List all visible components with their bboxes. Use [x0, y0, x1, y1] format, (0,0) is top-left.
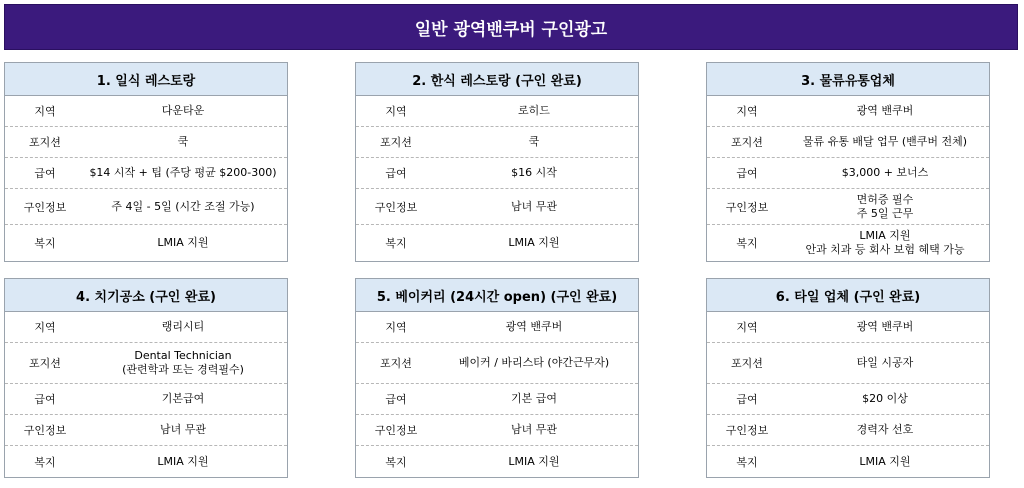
row-label: 급여	[34, 393, 56, 406]
job-info-row	[707, 127, 989, 158]
job-info-row	[356, 415, 638, 446]
job-info-row	[707, 96, 989, 127]
row-value: 랭리시티	[161, 320, 205, 333]
row-label: 포지션	[380, 357, 412, 370]
job-info-row	[707, 158, 989, 189]
row-label: 구인정보	[374, 200, 418, 214]
row-label: 복지	[736, 455, 758, 469]
row-label: 급여	[385, 167, 407, 180]
row-value: LMIA 지원	[508, 454, 560, 468]
row-label: 포지션	[29, 136, 61, 149]
page-title: 일반 광역밴쿠버 구인광고	[414, 19, 608, 40]
row-value: 주 4일 - 5일 (시간 조절 가능)	[111, 199, 255, 213]
job-card-2	[355, 62, 639, 262]
row-label: 복지	[736, 237, 758, 250]
job-card-6	[706, 278, 990, 478]
job-info-row	[356, 446, 638, 477]
row-value: 물류 유통 배달 업무 (밴쿠버 전체)	[802, 135, 968, 148]
row-value: 면허증 필수 주 5일 근무	[856, 192, 914, 220]
row-label: 복지	[385, 455, 407, 469]
job-card-title: 4. 치기공소 (구인 완료)	[5, 279, 287, 312]
job-info-row	[356, 96, 638, 127]
row-value: 기본 급여	[510, 392, 557, 405]
job-info-row	[356, 384, 638, 415]
row-value: 경력자 선호	[856, 423, 914, 436]
row-label: 지역	[385, 321, 407, 334]
job-info-row	[5, 189, 287, 225]
row-value: 쿡	[177, 135, 189, 148]
row-label: 급여	[385, 393, 407, 406]
job-info-row	[5, 384, 287, 415]
job-info-row	[356, 127, 638, 158]
job-card-3	[706, 62, 990, 262]
row-value: LMIA 지원	[859, 454, 911, 468]
row-value: $20 이상	[862, 392, 908, 405]
row-value: 타일 시공자	[856, 356, 914, 369]
job-info-row	[707, 384, 989, 415]
row-label: 구인정보	[725, 200, 769, 214]
row-value: LMIA 지원	[157, 454, 209, 468]
row-label: 급여	[736, 167, 758, 180]
job-card-5	[355, 278, 639, 478]
row-value: 베이커 / 바리스타 (야간근무자)	[458, 356, 610, 369]
row-label: 복지	[385, 237, 407, 250]
job-info-row	[707, 446, 989, 477]
row-value: 쿡	[528, 135, 540, 148]
row-label: 구인정보	[23, 200, 67, 214]
row-value: $16 시작	[511, 166, 557, 179]
job-card-title: 2. 한식 레스토랑 (구인 완료)	[356, 63, 638, 96]
page-title-banner	[4, 4, 1018, 50]
job-info-row	[5, 415, 287, 446]
job-card-4	[4, 278, 288, 478]
row-label: 지역	[736, 105, 758, 118]
row-label: 지역	[34, 321, 56, 334]
row-label: 급여	[736, 393, 758, 406]
job-info-row	[5, 158, 287, 189]
row-label: 급여	[34, 167, 56, 180]
row-label: 구인정보	[23, 424, 67, 437]
row-label: 구인정보	[725, 424, 769, 437]
row-value: 남녀 무관	[510, 423, 557, 436]
row-value: 광역 밴쿠버	[856, 320, 914, 333]
job-card-title: 6. 타일 업체 (구인 완료)	[707, 279, 989, 312]
row-label: 포지션	[731, 136, 763, 149]
row-label: 포지션	[29, 357, 61, 370]
job-card-title: 5. 베이커리 (24시간 open) (구인 완료)	[356, 279, 638, 312]
row-label: 구인정보	[374, 424, 418, 437]
job-info-row	[5, 312, 287, 343]
job-info-row	[5, 446, 287, 477]
row-label: 지역	[34, 105, 56, 118]
row-value: 광역 밴쿠버	[505, 320, 563, 333]
job-info-row	[5, 96, 287, 127]
job-info-row	[707, 415, 989, 446]
job-info-row	[356, 312, 638, 343]
row-label: 포지션	[380, 136, 412, 149]
row-value: 다운타운	[161, 104, 205, 117]
row-value: $3,000 + 보너스	[841, 166, 929, 179]
job-info-row	[356, 343, 638, 384]
row-value: 남녀 무관	[159, 423, 206, 436]
row-value: 로히드	[518, 104, 550, 117]
row-value: Dental Technician (관련학과 또는 경력필수)	[122, 349, 244, 376]
job-info-row	[707, 225, 989, 261]
row-value: LMIA 지원	[157, 236, 209, 249]
row-label: 복지	[34, 237, 56, 250]
job-info-row	[356, 225, 638, 261]
row-value: 남녀 무관	[510, 199, 557, 213]
job-info-row	[707, 343, 989, 384]
row-label: 복지	[34, 455, 56, 469]
job-info-row	[5, 225, 287, 261]
row-value: LMIA 지원 안과 치과 등 회사 보험 혜택 가능	[805, 229, 965, 256]
row-label: 포지션	[731, 357, 763, 370]
job-card-title: 1. 일식 레스토랑	[5, 63, 287, 96]
row-label: 지역	[736, 321, 758, 334]
row-value: 기본급여	[161, 392, 205, 405]
job-info-row	[707, 312, 989, 343]
job-card-1	[4, 62, 288, 262]
job-info-row	[5, 127, 287, 158]
job-info-row	[356, 189, 638, 225]
job-info-row	[5, 343, 287, 384]
job-card-title: 3. 물류유통업체	[707, 63, 989, 96]
row-value: LMIA 지원	[508, 236, 560, 249]
job-info-row	[356, 158, 638, 189]
row-label: 지역	[385, 105, 407, 118]
job-info-row	[707, 189, 989, 225]
row-value: $14 시작 + 팁 (주당 평균 $200-300)	[89, 166, 277, 179]
row-value: 광역 밴쿠버	[856, 104, 914, 117]
